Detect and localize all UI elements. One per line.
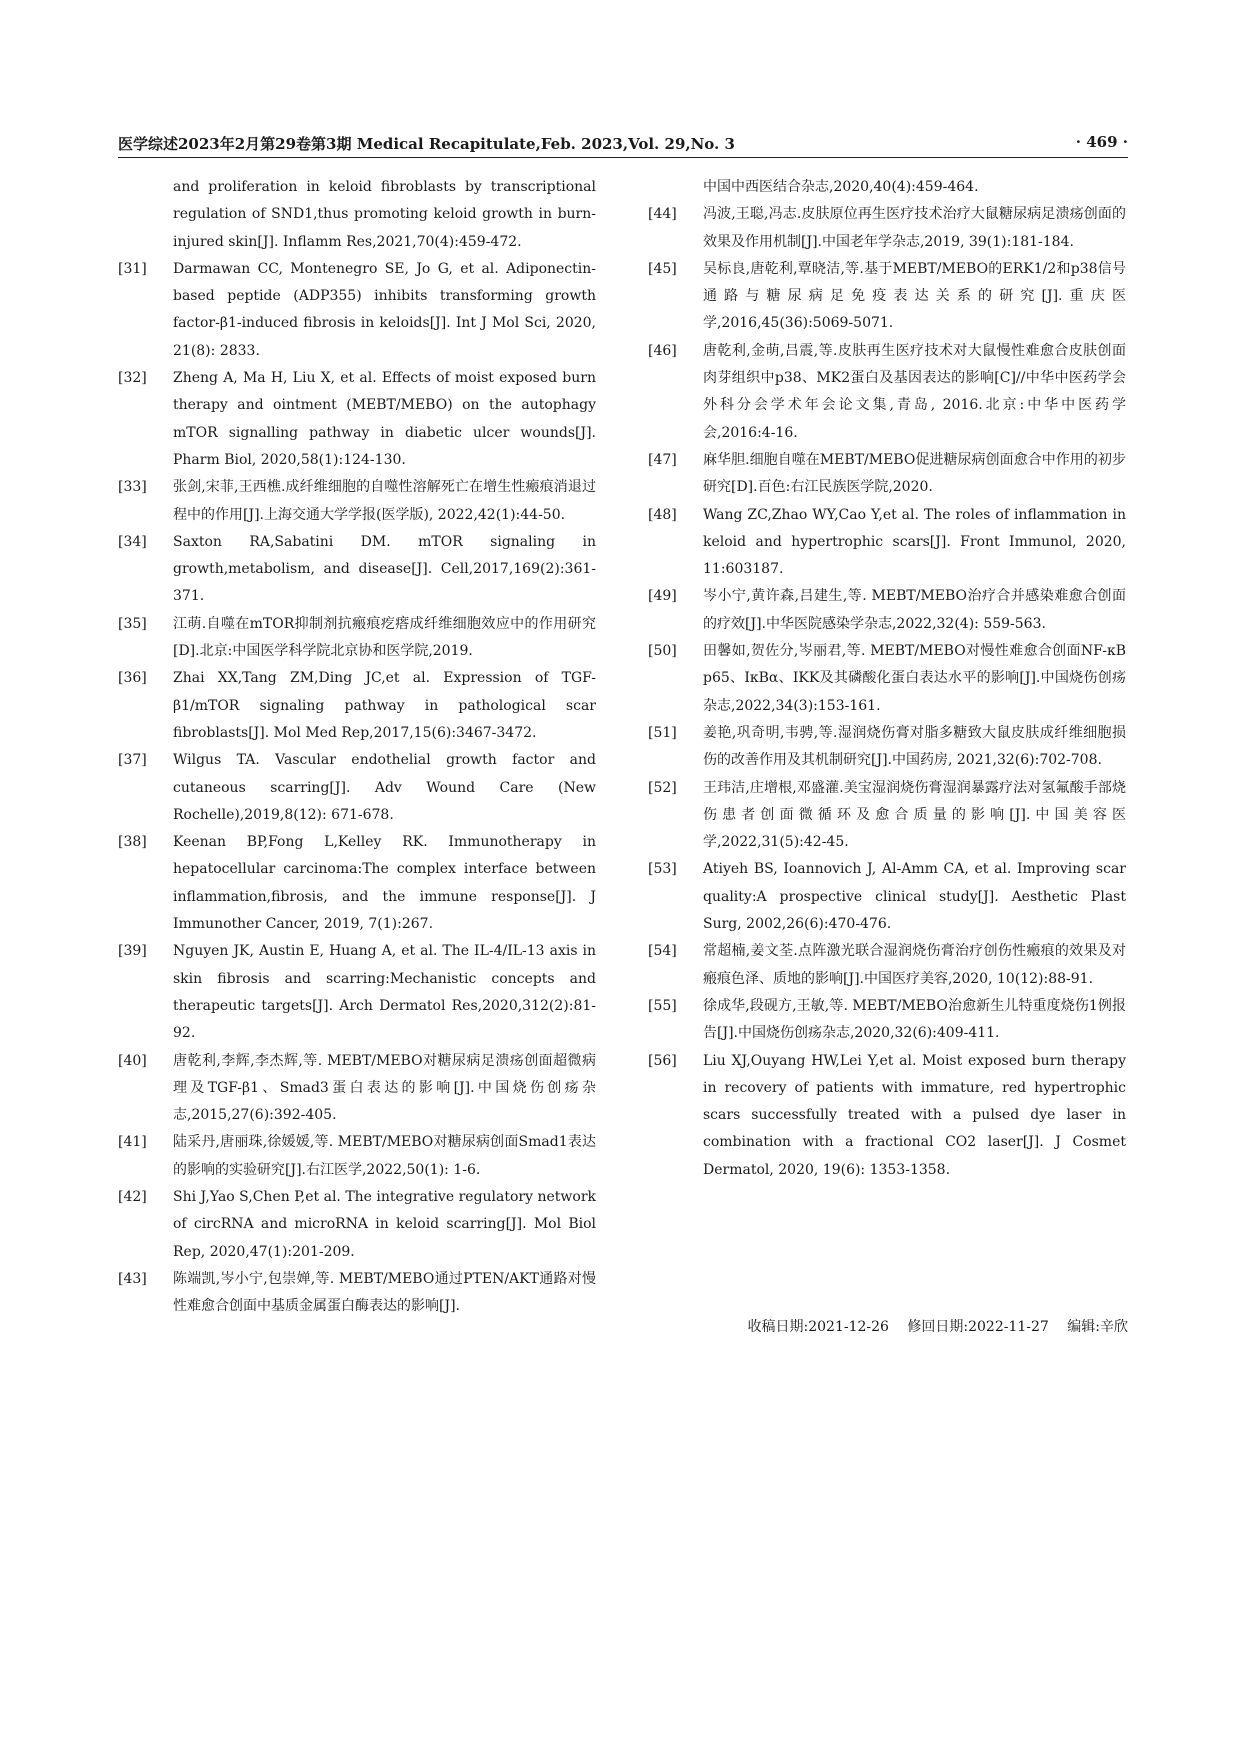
reference-text: 麻华胆.细胞自噬在MEBT/MEBO促进糖尿病创面愈合中作用的初步研究[D].百色:右江民族医学院,2020. (703, 451, 1126, 496)
reference-entry (118, 1266, 596, 1321)
reference-text: 徐成华,段砚方,王敏,等. MEBT/MEBO治愈新生儿特重度烧伤1例报告[J].中国烧伤创疡杂志,2020,32(6):409-411. (703, 997, 1126, 1042)
reference-entry (118, 611, 596, 666)
reference-number: [54] (648, 943, 677, 960)
reference-entry (648, 583, 1126, 638)
reference-entry (648, 174, 1126, 201)
page-header (118, 133, 1128, 157)
reference-entry (118, 747, 596, 829)
reference-number: [38] (118, 834, 147, 851)
reference-text: 姜艳,巩奇明,韦骋,等.湿润烧伤膏对脂多糖致大鼠皮肤成纤维细胞损伤的改善作用及其机制研究[J].中国药房, 2021,32(6):702-708. (703, 724, 1126, 769)
reference-number: [52] (648, 779, 677, 796)
reference-number: [49] (648, 588, 677, 605)
reference-entry (648, 720, 1126, 775)
reference-entry (648, 938, 1126, 993)
reference-entry (118, 665, 596, 747)
reference-number: [48] (648, 506, 677, 523)
journal-header: 医学综述2023年2月第29卷第3期 Medical Recapitulate,Feb. 2023,Vol. 29,No. 3 (118, 135, 735, 153)
reference-text: Zhai XX,Tang ZM,Ding JC,et al. Expression of TGF-β1/mTOR signaling pathway in pathological scar fibroblasts[J]. Mol Med Rep,2017,15(6):3467-3472. (173, 670, 596, 741)
reference-number: [43] (118, 1270, 147, 1287)
reference-number: [32] (118, 370, 147, 387)
reference-number: [42] (118, 1188, 147, 1205)
reference-text: 常超楠,姜文荃.点阵激光联合湿润烧伤膏治疗创伤性瘢痕的效果及对瘢痕色泽、质地的影响[J].中国医疗美容,2020, 10(12):88-91. (703, 943, 1126, 987)
reference-entry (648, 256, 1126, 338)
reference-number: [37] (118, 752, 147, 769)
reference-list-left (118, 174, 596, 1320)
reference-entry (118, 938, 596, 1047)
reference-number: [40] (118, 1052, 147, 1069)
reference-entry (118, 529, 596, 611)
reference-entry (118, 1184, 596, 1266)
header-rule (118, 157, 1128, 158)
reference-entry (648, 502, 1126, 584)
reference-number: [31] (118, 260, 147, 277)
reference-text: 江萌.自噬在mTOR抑制剂抗瘢痕疙瘩成纤维细胞效应中的作用研究[D].北京:中国医学科学院北京协和医学院,2019. (173, 615, 596, 660)
reference-entry (648, 338, 1126, 447)
reference-text: Nguyen JK, Austin E, Huang A, et al. The IL-4/IL-13 axis in skin fibrosis and scarring:Mechanistic concepts and therapeutic targets[J]. Arch Dermatol Res,2020,312(2):81-92. (173, 943, 596, 1042)
reference-text: 陆采丹,唐丽珠,徐媛媛,等. MEBT/MEBO对糖尿病创面Smad1表达的影响的实验研究[J].右江医学,2022,50(1): 1-6. (173, 1134, 596, 1178)
reference-text: 唐乾利,金萌,吕震,等.皮肤再生医疗技术对大鼠慢性难愈合皮肤创面肉芽组织中p38、MK2蛋白及基因表达的影响[C]//中华中医药学会外科分会学术年会论文集,青岛, 2016.北京:中华中医药学会,2016:4-16. (703, 342, 1126, 441)
reference-entry (648, 201, 1126, 256)
reference-number: [34] (118, 533, 147, 550)
reference-entry (118, 256, 596, 365)
reference-number: [35] (118, 615, 147, 632)
reference-entry (648, 1048, 1126, 1184)
reference-text: Shi J,Yao S,Chen P,et al. The integrative regulatory network of circRNA and microRNA in keloid scarring[J]. Mol Biol Rep, 2020,47(1):201-209. (173, 1188, 596, 1260)
reference-list-right (648, 174, 1126, 1184)
reference-entry (118, 174, 596, 256)
reference-number: [41] (118, 1134, 147, 1151)
reference-text: 中国中西医结合杂志,2020,40(4):459-464. (703, 179, 979, 195)
reference-number: [33] (118, 479, 147, 496)
reference-text: Darmawan CC, Montenegro SE, Jo G, et al. Adiponectin-based peptide (ADP355) inhibits transforming growth factor-β1-induced fibrosis in keloids[J]. Int J Mol Sci, 2020, 21(8): 2833. (173, 260, 596, 359)
revised-date: 修回日期:2022-11-27 (907, 1319, 1049, 1335)
reference-entry (648, 638, 1126, 720)
reference-text: 岑小宁,黄许森,吕建生,等. MEBT/MEBO治疗合并感染难愈合创面的疗效[J].中华医院感染学杂志,2022,32(4): 559-563. (703, 588, 1126, 632)
reference-number: [39] (118, 943, 147, 960)
reference-text: 田馨如,贺佐分,岑丽君,等. MEBT/MEBO对慢性难愈合创面NF-κB p65、IκBα、IKK及其磷酸化蛋白表达水平的影响[J].中国烧伤创疡杂志,2022,34(3):153-161. (703, 643, 1126, 714)
reference-entry (648, 993, 1126, 1048)
reference-text: 冯波,王聪,冯志.皮肤原位再生医疗技术治疗大鼠糖尿病足溃疡创面的效果及作用机制[J].中国老年学杂志,2019, 39(1):181-184. (703, 206, 1126, 250)
reference-number: [53] (648, 861, 677, 878)
reference-number: [36] (118, 670, 147, 687)
reference-number: [55] (648, 997, 677, 1014)
editor-name: 编辑:辛欣 (1067, 1319, 1128, 1335)
reference-text: 张剑,宋菲,王西樵.成纤维细胞的自噬性溶解死亡在增生性瘢痕消退过程中的作用[J].上海交通大学学报(医学版), 2022,42(1):44-50. (173, 479, 596, 523)
reference-entry (648, 447, 1126, 502)
reference-number: [51] (648, 724, 677, 741)
reference-text: Wang ZC,Zhao WY,Cao Y,et al. The roles of inflammation in keloid and hypertrophic scars[J]. Front Immunol, 2020, 11:603187. (703, 506, 1126, 578)
reference-number: [44] (648, 206, 677, 223)
reference-number: [46] (648, 342, 677, 359)
article-dates (700, 1316, 1128, 1338)
reference-entry (648, 856, 1126, 938)
page-number: · 469 · (1075, 133, 1128, 151)
reference-entry (118, 365, 596, 474)
reference-text: Wilgus TA. Vascular endothelial growth factor and cutaneous scarring[J]. Adv Wound Care (New Rochelle),2019,8(12): 671-678. (173, 752, 596, 823)
reference-text: 王玮洁,庄增根,邓盛灌.美宝湿润烧伤膏湿润暴露疗法对氢氟酸手部烧伤患者创面微循环及愈合质量的影响[J].中国美容医学,2022,31(5):42-45. (703, 779, 1126, 851)
reference-text: Zheng A, Ma H, Liu X, et al. Effects of moist exposed burn therapy and ointment (MEBT/MEBO) on the autophagy mTOR signalling pathway in diabetic ulcer wounds[J]. Pharm Biol, 2020,58(1):124-130. (173, 370, 596, 468)
reference-text: Liu XJ,Ouyang HW,Lei Y,et al. Moist exposed burn therapy in recovery of patients with immature, red hypertrophic scars successfully treated with a pulsed dye laser in combination with a fractional CO2 laser[J]. J Cosmet Dermatol, 2020, 19(6): 1353-1358. (703, 1052, 1126, 1178)
reference-number: [45] (648, 260, 677, 277)
reference-text: and proliferation in keloid fibroblasts by transcriptional regulation of SND1,thus promoting keloid growth in burn-injured skin[J]. Inflamm Res,2021,70(4):459-472. (173, 179, 596, 250)
reference-text: Atiyeh BS, Ioannovich J, Al-Amm CA, et al. Improving scar quality:A prospective clinical study[J]. Aesthetic Plast Surg, 2002,26(6):470-476. (703, 861, 1126, 933)
reference-number: [56] (648, 1052, 677, 1069)
reference-text: 陈端凯,岑小宁,包崇婵,等. MEBT/MEBO通过PTEN/AKT通路对慢性难愈合创面中基质金属蛋白酶表达的影响[J]. (173, 1270, 596, 1315)
reference-entry (118, 1129, 596, 1184)
reference-entry (118, 829, 596, 938)
reference-text: 吴标良,唐乾利,覃晓洁,等.基于MEBT/MEBO的ERK1/2和p38信号通路与糖尿病足免疫表达关系的研究[J].重庆医学,2016,45(36):5069-5071. (703, 260, 1126, 332)
reference-number: [50] (648, 643, 677, 660)
reference-text: 唐乾利,李辉,李杰辉,等. MEBT/MEBO对糖尿病足溃疡创面超微病理及TGF-β1、Smad3蛋白表达的影响[J].中国烧伤创疡杂志,2015,27(6):392-405. (173, 1052, 596, 1124)
received-date: 收稿日期:2021-12-26 (747, 1319, 889, 1335)
reference-text: Keenan BP,Fong L,Kelley RK. Immunotherapy in hepatocellular carcinoma:The complex interface between inflammation,fibrosis, and the immune response[J]. J Immunother Cancer, 2019, 7(1):267. (173, 834, 596, 933)
reference-text: Saxton RA,Sabatini DM. mTOR signaling in growth,metabolism, and disease[J]. Cell,2017,169(2):361-371. (173, 533, 596, 605)
reference-entry (118, 474, 596, 529)
reference-entry (648, 775, 1126, 857)
reference-number: [47] (648, 451, 677, 468)
reference-entry (118, 1048, 596, 1130)
